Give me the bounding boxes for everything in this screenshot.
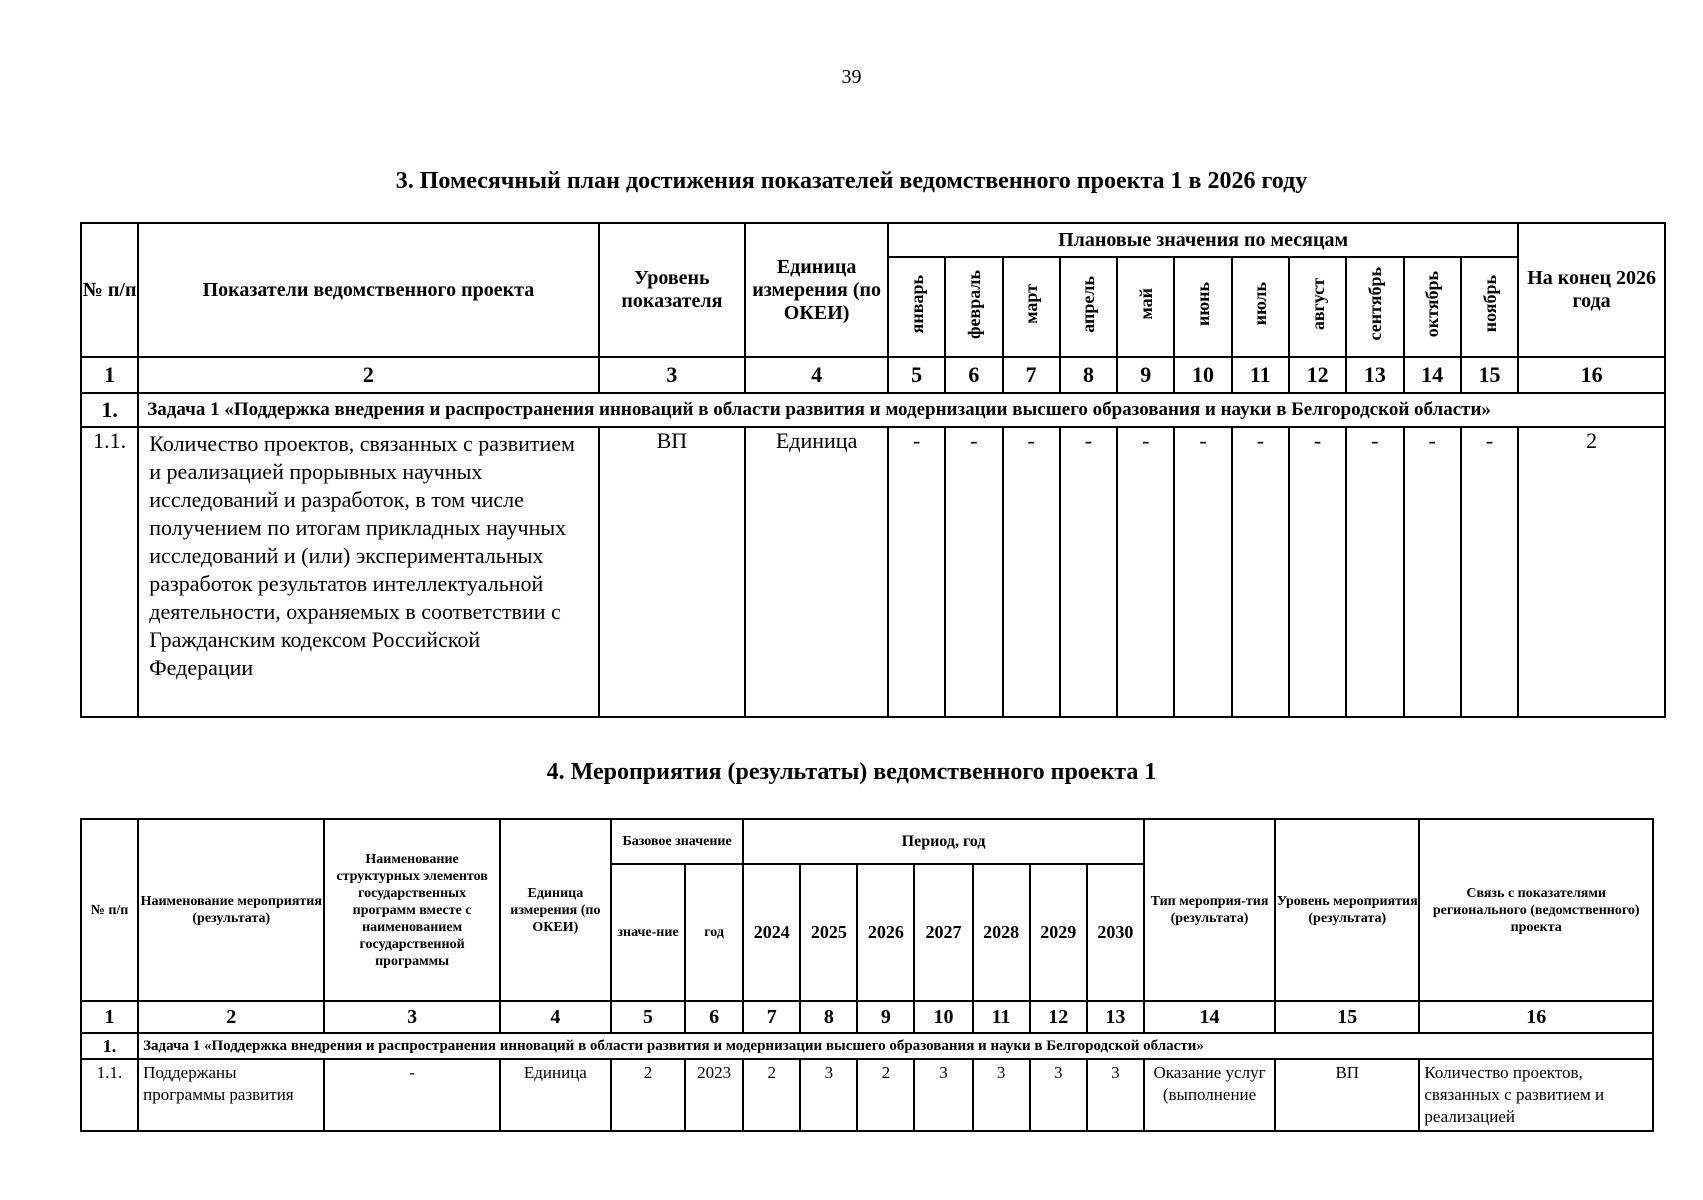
column-number: 3 [324, 1001, 499, 1033]
header-year: 2025 [800, 864, 857, 1001]
header-structural: Наименование структурных элементов государственных программ вместе с наименованием государственной программы [324, 819, 499, 1001]
row-num: 1.1. [81, 427, 138, 717]
year-value: 3 [800, 1059, 857, 1131]
column-number: 8 [1060, 357, 1117, 393]
column-number: 15 [1275, 1001, 1419, 1033]
column-number: 13 [1087, 1001, 1144, 1033]
month-label: май [1135, 288, 1156, 320]
header-unit: Единица измерения (по ОКЕИ) [500, 819, 611, 1001]
month-value: - [1060, 427, 1117, 717]
column-number: 7 [1003, 357, 1060, 393]
month-label: март [1021, 284, 1042, 324]
month-label: октябрь [1422, 270, 1443, 338]
header-monthly-group: Плановые значения по месяцам [888, 223, 1518, 257]
activity-unit: Единица [500, 1059, 611, 1131]
header-month [888, 257, 945, 357]
header-year: 2029 [1030, 864, 1087, 1001]
month-value: - [1404, 427, 1461, 717]
column-number: 11 [1232, 357, 1289, 393]
year-value: 2 [743, 1059, 800, 1131]
header-month [945, 257, 1002, 357]
column-number: 6 [945, 357, 1002, 393]
header-month [1404, 257, 1461, 357]
month-value: - [1174, 427, 1231, 717]
activities-table [80, 818, 1654, 1132]
header-year: 2026 [857, 864, 914, 1001]
activity-level: ВП [1275, 1059, 1419, 1131]
year-value: 3 [914, 1059, 972, 1131]
month-label: сентябрь [1364, 267, 1385, 341]
header-month [1461, 257, 1518, 357]
task-num: 1. [81, 1033, 138, 1059]
column-number: 3 [599, 357, 746, 393]
column-number-row [81, 1001, 1653, 1033]
header-year: 2030 [1087, 864, 1144, 1001]
structural-element: - [324, 1059, 499, 1131]
task-row [81, 1033, 1653, 1059]
month-value: - [1461, 427, 1518, 717]
header-end-of-year: На конец 2026 года [1518, 223, 1665, 357]
table-row [81, 1059, 1653, 1131]
month-value: - [945, 427, 1002, 717]
column-number: 5 [611, 1001, 685, 1033]
activity-name: Поддержаны программы развития [138, 1059, 324, 1131]
header-month [1174, 257, 1231, 357]
month-value: - [1003, 427, 1060, 717]
indicator-name: Количество проектов, связанных с развитием и реализацией прорывных научных исследований и разработок, в том числе получением по итогам прикладных научных исследований и (или) экспериментальных разработок результатов интеллектуальной деятельности, охраняемых в соответствии с Гражданским кодексом Российской Федерации [138, 427, 598, 717]
year-value: 3 [973, 1059, 1030, 1131]
column-number: 13 [1346, 357, 1403, 393]
header-year: 2027 [914, 864, 972, 1001]
section-4-title: 4. Мероприятия (результаты) ведомственного проекта 1 [546, 759, 1157, 785]
header-level: Уровень мероприятия (результата) [1275, 819, 1419, 1001]
base-year: 2023 [685, 1059, 743, 1131]
end-of-year-value: 2 [1518, 427, 1665, 717]
year-value: 2 [857, 1059, 914, 1131]
month-label: июнь [1193, 281, 1214, 326]
column-number: 15 [1461, 357, 1518, 393]
month-value: - [1346, 427, 1403, 717]
header-name: Наименование мероприятия (результата) [138, 819, 324, 1001]
header-month [1346, 257, 1403, 357]
header-unit: Единица измерения (по ОКЕИ) [745, 223, 888, 357]
section-3-title: 3. Помесячный план достижения показателей ведомственного проекта 1 в 2026 году [395, 168, 1308, 194]
header-month [1060, 257, 1117, 357]
header-link: Связь с показателями регионального (ведомственного) проекта [1419, 819, 1653, 1001]
year-value: 3 [1030, 1059, 1087, 1131]
indicator-level: ВП [599, 427, 746, 717]
column-number: 4 [745, 357, 888, 393]
page-number: 39 [841, 66, 862, 88]
monthly-plan-table [80, 222, 1666, 718]
column-number: 11 [973, 1001, 1030, 1033]
month-value: - [1232, 427, 1289, 717]
column-number: 10 [1174, 357, 1231, 393]
header-num: № п/п [81, 223, 138, 357]
task-text: Задача 1 «Поддержка внедрения и распространения инноваций в области развития и модернизации высшего образования и науки в Белгородской области» [138, 393, 1665, 427]
task-text: Задача 1 «Поддержка внедрения и распространения инноваций в области развития и модернизации высшего образования и науки в Белгородской области» [138, 1033, 1653, 1059]
task-row [81, 393, 1665, 427]
header-level: Уровень показателя [599, 223, 746, 357]
column-number: 14 [1404, 357, 1461, 393]
column-number-row [81, 357, 1665, 393]
header-indicator: Показатели ведомственного проекта [138, 223, 598, 357]
header-num: № п/п [81, 819, 138, 1001]
column-number: 12 [1030, 1001, 1087, 1033]
header-month [1289, 257, 1346, 357]
header-month [1003, 257, 1060, 357]
header-month [1232, 257, 1289, 357]
column-number: 16 [1419, 1001, 1653, 1033]
table-row [81, 427, 1665, 717]
column-number: 1 [81, 357, 138, 393]
month-label: январь [906, 274, 927, 334]
column-number: 9 [1117, 357, 1174, 393]
column-number: 14 [1144, 1001, 1275, 1033]
row-num: 1.1. [81, 1059, 138, 1131]
year-value: 3 [1087, 1059, 1144, 1131]
column-number: 16 [1518, 357, 1665, 393]
indicator-link: Количество проектов, связанных с развитием и реализацией [1419, 1059, 1653, 1131]
month-value: - [888, 427, 945, 717]
header-month [1117, 257, 1174, 357]
column-number: 5 [888, 357, 945, 393]
month-label: ноябрь [1479, 275, 1500, 333]
month-label: июль [1250, 282, 1271, 326]
column-number: 6 [685, 1001, 743, 1033]
month-label: август [1307, 277, 1328, 331]
month-value: - [1289, 427, 1346, 717]
column-number: 4 [500, 1001, 611, 1033]
header-base-value: значе-ние [611, 864, 685, 1001]
column-number: 2 [138, 1001, 324, 1033]
header-period-group: Период, год [743, 819, 1144, 864]
header-year: 2024 [743, 864, 800, 1001]
column-number: 12 [1289, 357, 1346, 393]
header-base-group: Базовое значение [611, 819, 743, 864]
activity-type: Оказание услуг (выполнение [1144, 1059, 1275, 1131]
month-value: - [1117, 427, 1174, 717]
task-num: 1. [81, 393, 138, 427]
column-number: 2 [138, 357, 598, 393]
month-label: февраль [963, 269, 984, 339]
header-base-year: год [685, 864, 743, 1001]
base-value: 2 [611, 1059, 685, 1131]
column-number: 9 [857, 1001, 914, 1033]
column-number: 7 [743, 1001, 800, 1033]
column-number: 8 [800, 1001, 857, 1033]
column-number: 1 [81, 1001, 138, 1033]
header-year: 2028 [973, 864, 1030, 1001]
indicator-unit: Единица [745, 427, 888, 717]
header-type: Тип мероприя-тия (результата) [1144, 819, 1275, 1001]
month-label: апрель [1078, 275, 1099, 333]
column-number: 10 [914, 1001, 972, 1033]
